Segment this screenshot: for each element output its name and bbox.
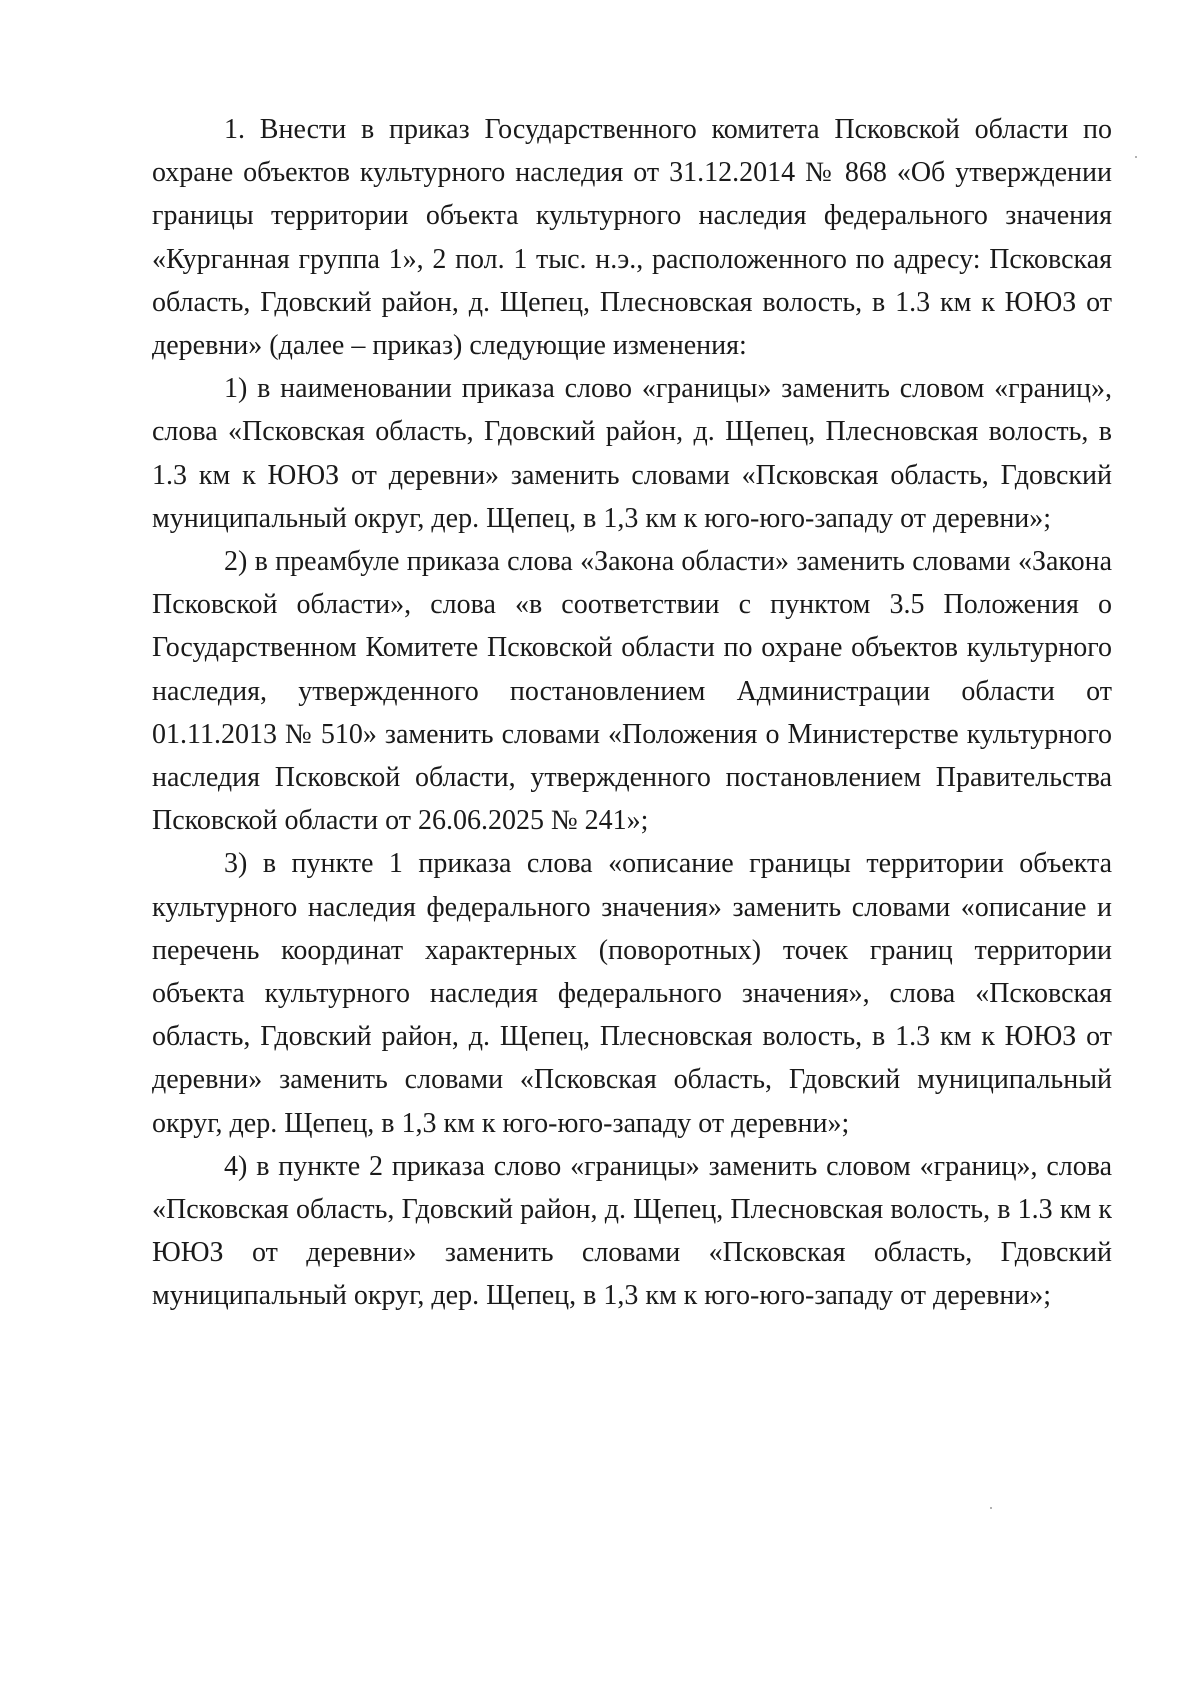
paragraph-subitem-4: 4) в пункте 2 приказа слово «границы» заменить словом «границ», слова «Псковская область, Гдовский район, д. Щепец, Плесновская волость, в 1.3 км к ЮЮЗ от деревни» заменить словами «Псковская область, Гдовский муниципальный округ, дер. Щепец, в 1,3 км к юго-юго-западу от деревни»;: [152, 1150, 1112, 1312]
paragraph-item-1: 1. Внести в приказ Государственного комитета Псковской области по охране объектов культурного наследия от 31.12.2014 № 868 «Об утверждении границы территории объекта культурного наследия федерального значения «Курганная группа 1», 2 пол. 1 тыс. н.э., расположенного по адресу: Псковская область, Гдовский район, д. Щепец, Плесновская волость, в 1.3 км к ЮЮЗ от деревни» (далее – приказ) следующие изменения:: [152, 114, 1112, 362]
document-body: [152, 108, 1112, 1318]
paragraph-subitem-3: 3) в пункте 1 приказа слова «описание границы территории объекта культурного наследия федерального значения» заменить словами «описание и перечень координат характерных (поворотных) точек границ территории объекта культурного наследия федерального значения», слова «Псковская область, Гдовский район, д. Щепец, Плесновская волость, в 1.3 км к ЮЮЗ от деревни» заменить словами «Псковская область, Гдовский муниципальный округ, дер. Щепец, в 1,3 км к юго-юго-западу от деревни»;: [152, 848, 1112, 1139]
scan-speck: [990, 1507, 992, 1509]
scan-speck: [1135, 156, 1137, 158]
paragraph-subitem-2: 2) в преамбуле приказа слова «Закона области» заменить словами «Закона Псковской области», слова «в соответствии с пунктом 3.5 Положения о Государственном Комитете Псковской области по охране объектов культурного наследия, утвержденного постановлением Администрации области от 01.11.2013 № 510» заменить словами «Положения о Министерстве культурного наследия Псковской области, утвержденного постановлением Правительства Псковской области от 26.06.2025 № 241»;: [152, 546, 1112, 837]
paragraph-subitem-1: 1) в наименовании приказа слово «границы» заменить словом «границ», слова «Псковская область, Гдовский район, д. Щепец, Плесновская волость, в 1.3 км к ЮЮЗ от деревни» заменить словами «Псковская область, Гдовский муниципальный округ, дер. Щепец, в 1,3 км к юго-юго-западу от деревни»;: [152, 373, 1112, 534]
